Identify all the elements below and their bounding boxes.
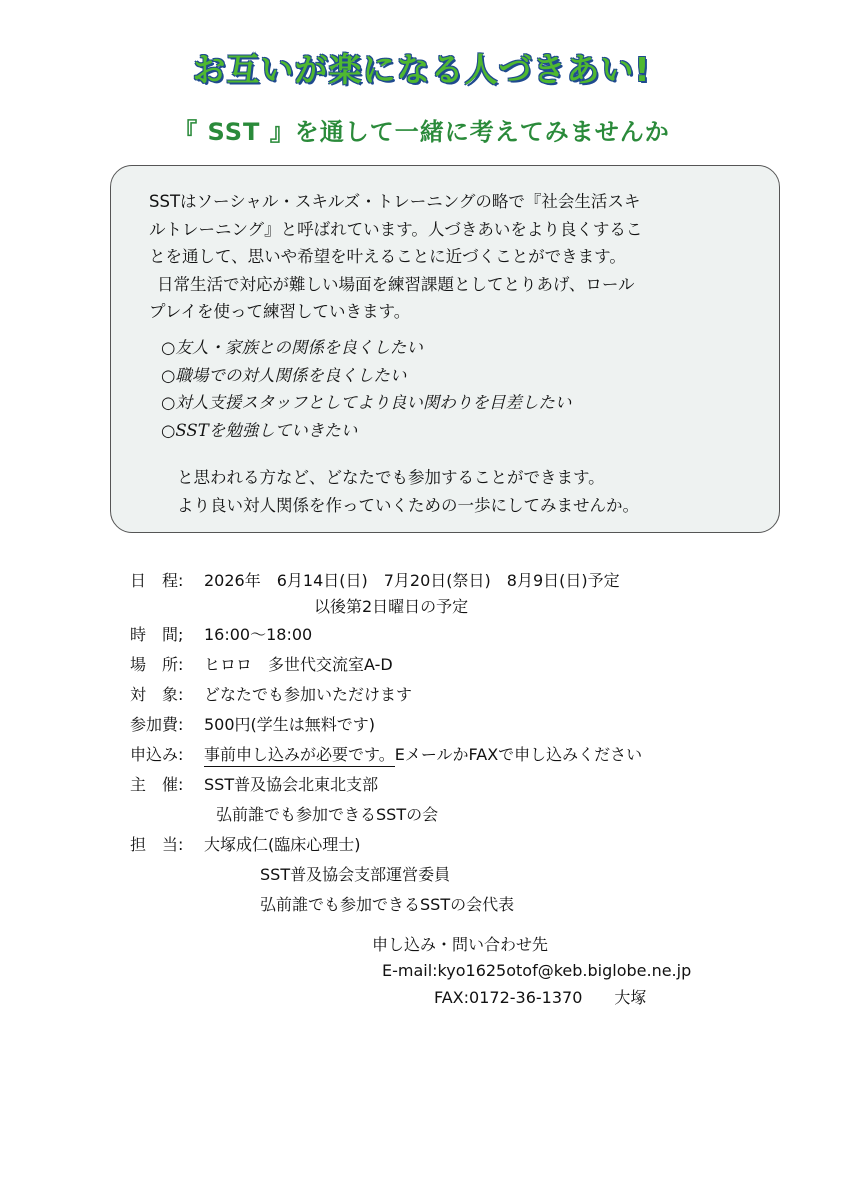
target-label: 対 象:: [130, 685, 184, 704]
intro-line: プレイを使って練習していきます。: [149, 302, 411, 321]
schedule-note: 以後第2日曜日の予定: [314, 597, 469, 616]
target-row: [130, 682, 412, 705]
closing-line: と思われる方など、どなたでも参加することができます。: [177, 468, 605, 487]
page-title: お互いが楽になる人づきあい!: [192, 50, 651, 89]
contact-person-row: [130, 832, 361, 855]
page-subtitle: 『 SST 』を通して一緒に考えてみませんか: [173, 118, 670, 146]
contact-email: E-mail:kyo1625otof@keb.biglobe.ne.jp: [382, 961, 692, 980]
apply-row: [130, 742, 642, 767]
bullet-item: ○職場での対人関係を良くしたい: [161, 365, 407, 385]
contact-person-role: SST普及協会支部運営委員: [260, 865, 451, 884]
contact-person-role-2: 弘前誰でも参加できるSSTの会代表: [260, 895, 515, 914]
intro-line: とを通して、思いや希望を叶えることに近づくことができます。: [149, 247, 626, 266]
time-label: 時 間;: [130, 625, 184, 644]
intro-paragraph: [149, 188, 749, 326]
apply-method: EメールかFAXで申し込みください: [394, 745, 643, 764]
target-value: どなたでも参加いただけます: [204, 685, 413, 704]
place-label: 場 所:: [130, 655, 184, 674]
schedule-value: 2026年 6月14日(日) 7月20日(祭日) 8月9日(日)予定: [204, 571, 620, 590]
place-row: [130, 652, 393, 675]
host-value-2: 弘前誰でも参加できるSSTの会: [216, 805, 439, 824]
host-label: 主 催:: [130, 775, 184, 794]
closing-line: より良い対人関係を作っていくための一歩にしてみませんか。: [177, 495, 639, 515]
fee-label: 参加費:: [130, 715, 184, 734]
contact-person-row-2: [260, 862, 450, 885]
host-row-2: [216, 802, 438, 825]
fee-value: 500円(学生は無料です): [204, 715, 376, 734]
contact-person-row-3: [260, 892, 514, 915]
bullet-item: ○対人支援スタッフとしてより良い関わりを目差したい: [161, 393, 572, 412]
schedule-row: [130, 568, 620, 591]
contact-person-value: 大塚成仁(臨床心理士): [204, 835, 361, 854]
contact-person-label: 担 当:: [130, 835, 184, 854]
closing-text: [177, 464, 639, 519]
intro-line: SSTはソーシャル・スキルズ・トレーニングの略で『社会生活スキ: [149, 192, 641, 211]
time-value: 16:00～18:00: [204, 625, 313, 644]
apply-required-note: 事前申し込みが必要です。: [204, 742, 395, 767]
intro-line: ルトレーニング』と呼ばれています。人づきあいをより良くするこ: [149, 219, 643, 239]
host-row: [130, 772, 378, 795]
intro-box: [110, 165, 780, 533]
apply-label: 申込み:: [130, 745, 184, 764]
schedule-row-2: [314, 594, 468, 617]
contact-fax: FAX:0172-36-1370 大塚: [434, 988, 647, 1007]
bullet-item: ○SSTを勉強していきたい: [161, 420, 358, 440]
intro-line: 日常生活で対応が難しい場面を練習課題としてとりあげ、ロール: [157, 274, 635, 294]
place-value: ヒロロ 多世代交流室A-D: [204, 655, 393, 674]
time-row: [130, 622, 312, 645]
bullet-list: [161, 334, 571, 444]
contact-heading: 申し込み・問い合わせ先: [372, 935, 549, 954]
bullet-item: ○友人・家族との関係を良くしたい: [161, 338, 423, 357]
host-value: SST普及協会北東北支部: [204, 775, 379, 794]
fee-row: [130, 712, 375, 735]
schedule-label: 日 程:: [130, 571, 184, 590]
